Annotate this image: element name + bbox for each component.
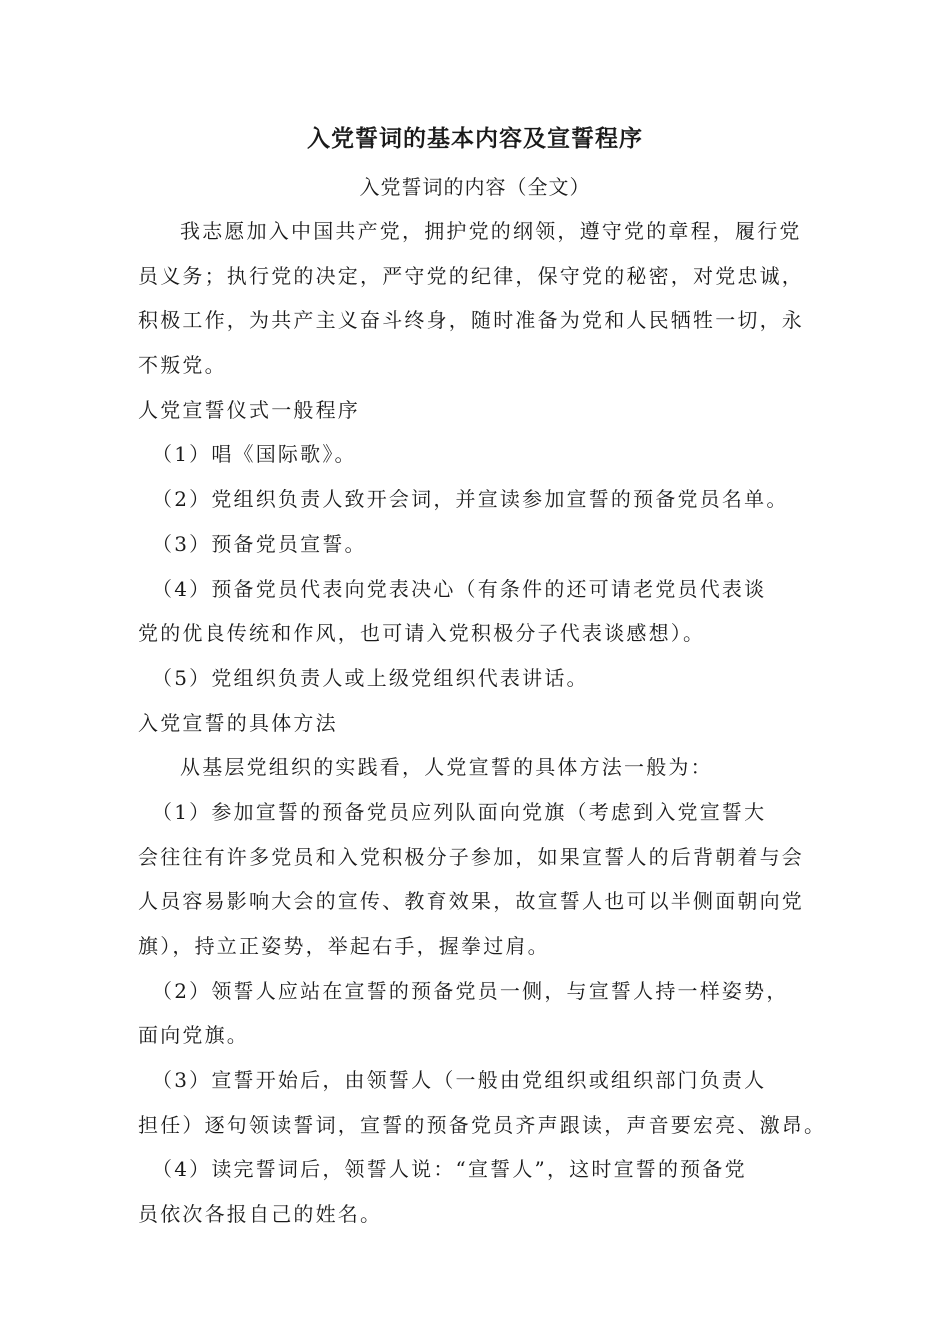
ceremony-step-4-line-2: 党的优良传统和作风，也可请入党积极分子代表谈感想）。 xyxy=(138,621,706,645)
method-step-1-line-1: （1）参加宣誓的预备党员应列队面向党旗（考虑到入党宣誓大 xyxy=(152,800,767,824)
ceremony-step-4-line-1: （4）预备党员代表向党表决心（有条件的还可请老党员代表谈 xyxy=(152,577,767,601)
method-step-2-line-1: （2）领誓人应站在宣誓的预备党员一侧，与宣誓人持一样姿势， xyxy=(152,979,789,1003)
method-step-1-line-4: 旗），持立正姿势，举起右手，握拳过肩。 xyxy=(138,934,550,958)
method-step-1-line-2: 会往往有许多党员和入党积极分子参加，如果宣誓人的后背朝着与会 xyxy=(138,845,804,869)
method-step-2-line-2: 面向党旗。 xyxy=(138,1023,249,1047)
ceremony-step-3: （3）预备党员宣誓。 xyxy=(152,532,367,556)
method-step-3-line-2: 担任）逐句领读誓词，宣誓的预备党员齐声跟读，声音要宏亮、激昂。 xyxy=(138,1113,827,1137)
oath-line-4: 不叛党。 xyxy=(138,353,227,377)
method-step-1-line-3: 人员容易影响大会的宣传、教育效果，故宣誓人也可以半侧面朝向党 xyxy=(138,889,804,913)
page-subtitle: 入党誓词的内容（全文） xyxy=(359,175,591,199)
ceremony-heading: 人党宣誓仪式一般程序 xyxy=(138,398,360,422)
method-step-4-line-1: （4）读完誓词后，领誓人说：“宣誓人”，这时宣誓的预备党 xyxy=(152,1157,747,1181)
method-heading: 入党宣誓的具体方法 xyxy=(138,711,338,735)
oath-line-2: 员义务；执行党的决定，严守党的纪律，保守党的秘密，对党忠诚， xyxy=(138,264,804,288)
page-title: 入党誓词的基本内容及宣誓程序 xyxy=(307,125,643,152)
ceremony-step-1: （1）唱《国际歌》。 xyxy=(152,442,357,466)
oath-line-1: 我志愿加入中国共产党，拥护党的纲领，遵守党的章程，履行党 xyxy=(180,219,802,243)
method-intro: 从基层党组织的实践看，人党宣誓的具体方法一般为： xyxy=(180,755,713,779)
ceremony-step-5: （5）党组织负责人或上级党组织代表讲话。 xyxy=(152,666,589,690)
method-step-3-line-1: （3）宣誓开始后，由领誓人（一般由党组织或组织部门负责人 xyxy=(152,1068,767,1092)
oath-line-3: 积极工作，为共产主义奋斗终身，随时准备为党和人民牺牲一切，永 xyxy=(138,308,804,332)
method-step-4-line-2: 员依次各报自己的姓名。 xyxy=(138,1202,383,1226)
ceremony-step-2: （2）党组织负责人致开会词，并宣读参加宣誓的预备党员名单。 xyxy=(152,487,789,511)
